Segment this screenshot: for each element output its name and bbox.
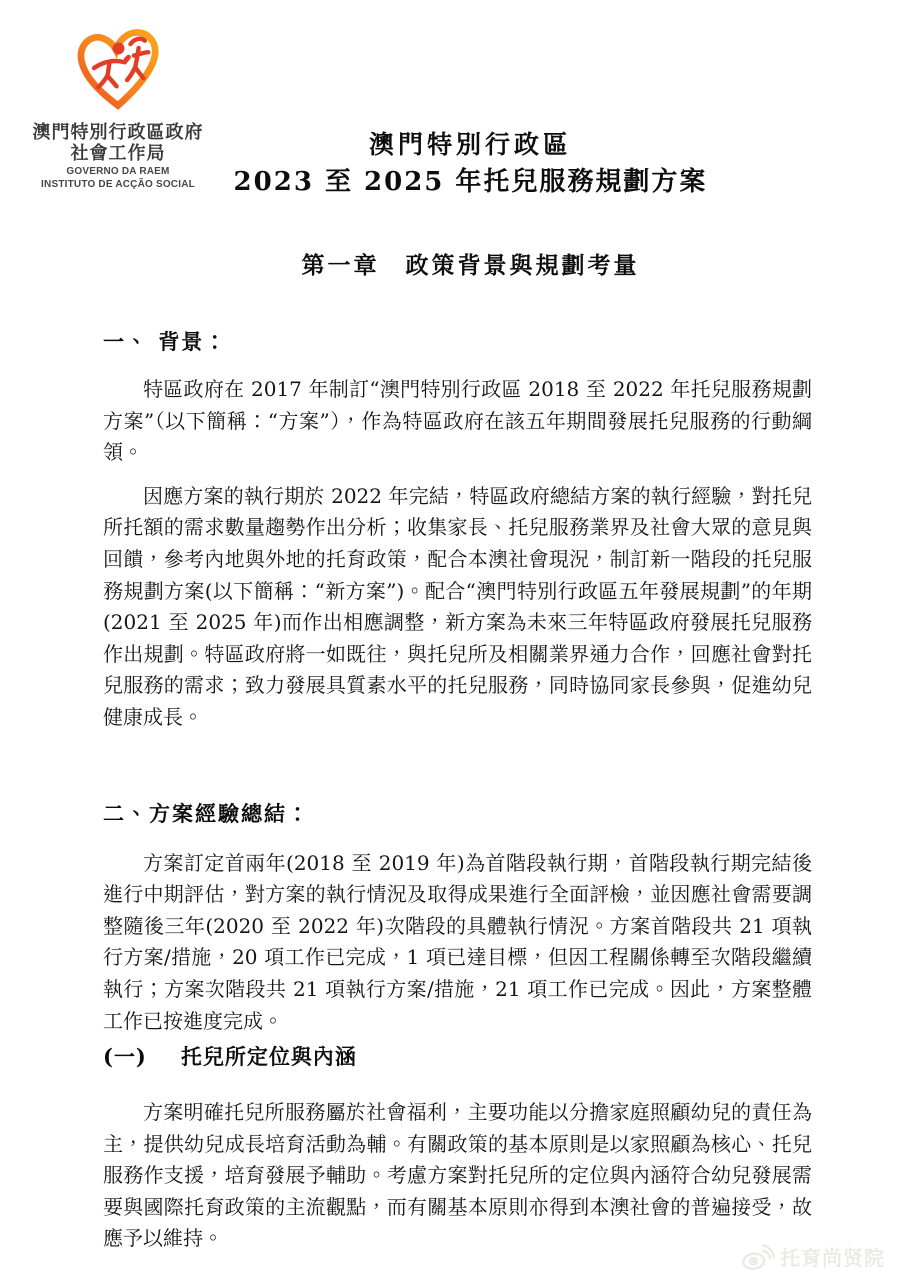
subsection-title: 托兒所定位與內涵 <box>180 1044 357 1070</box>
document-title-line2: 2023 至 2025 年托兒服務規劃方案 <box>233 167 708 197</box>
paragraph-positioning: 方案明確托兒所服務屬於社會福利，主要功能以分擔家庭照顧幼兒的責任為主，提供幼兒成長培育活動為輔。有關政策的基本原則是以家照顧為核心、托兒服務作支援，培育發展予輔助。考慮方案對托兒所的定位與內涵符合幼兒發展需要與國際托育政策的主流觀點，而有關基本原則亦得到本澳社會的普遍接受，故應予以維持。 <box>103 1100 812 1251</box>
agency-dept-zh: 社會工作局 <box>70 143 166 163</box>
document-title-line1: 澳門特別行政區 <box>368 130 572 159</box>
ias-heart-logo-icon <box>67 22 169 118</box>
document-title <box>30 130 911 197</box>
subsection-heading-positioning <box>103 1041 812 1071</box>
paragraph-background-1: 特區政府在 2017 年制訂“澳門特別行政區 2018 至 2022 年托兒服務規劃方案”（以下簡稱：“方案”），作為特區政府在該五年期間發展托兒服務的行動綱領。 <box>103 377 812 465</box>
paragraph-experience-summary: 方案訂定首兩年(2018 至 2019 年)為首階段執行期，首階段執行期完結後進行中期評估，對方案的執行情況及取得成果進行全面評檢，並因應社會需要調整隨後三年(2020 至 2022 年)次階段的具體執行情況。方案首階段共 21 項執行方案/措施，20 項工作已完成，1 項已達目標，但因工程關係轉至次階段繼續執行；方案次階段共 21 項執行方案/措施，21 項工作已完成。因此，方案整體工作已按進度完成。 <box>103 850 812 1033</box>
agency-name-zh: 澳門特別行政區政府 <box>32 122 204 142</box>
weibo-icon <box>741 1242 775 1271</box>
logo-figure-head <box>113 42 125 54</box>
chapter-heading: 第一章 政策背景與規劃考量 <box>301 252 640 279</box>
section-heading-experience-summary: 二、方案經驗總結： <box>103 800 310 826</box>
agency-dept-pt: INSTITUTO DE ACÇÃO SOCIAL <box>41 178 195 190</box>
agency-name-pt: GOVERNO DA RAEM <box>66 166 170 177</box>
subsection-number: (一) <box>103 1044 147 1070</box>
watermark <box>741 1242 885 1271</box>
document-body <box>103 326 812 1255</box>
section-heading-background: 一、 背景： <box>103 329 228 354</box>
paragraph-background-2: 因應方案的執行期於 2022 年完結，特區政府總結方案的執行經驗，對托兒所托額的需求數量趨勢作出分析；收集家長、托兒服務業界及社會大眾的意見與回饋，參考內地與外地的托育政策，配合本澳社會現況，制訂新一階段的托兒服務規劃方案(以下簡稱：“新方案”)。配合“澳門特別行政區五年發展規劃”的年期(2021 至 2025 年)而作出相應調整，新方案為未來三年特區政府發展托兒服務作出規劃。特區政府將一如既往，與托兒所及相關業界通力合作，回應社會對托兒服務的需求；致力發展具質素水平的托兒服務，同時協同家長參與，促進幼兒健康成長。 <box>103 483 812 729</box>
watermark-text: 托育尚贤院 <box>780 1248 885 1270</box>
